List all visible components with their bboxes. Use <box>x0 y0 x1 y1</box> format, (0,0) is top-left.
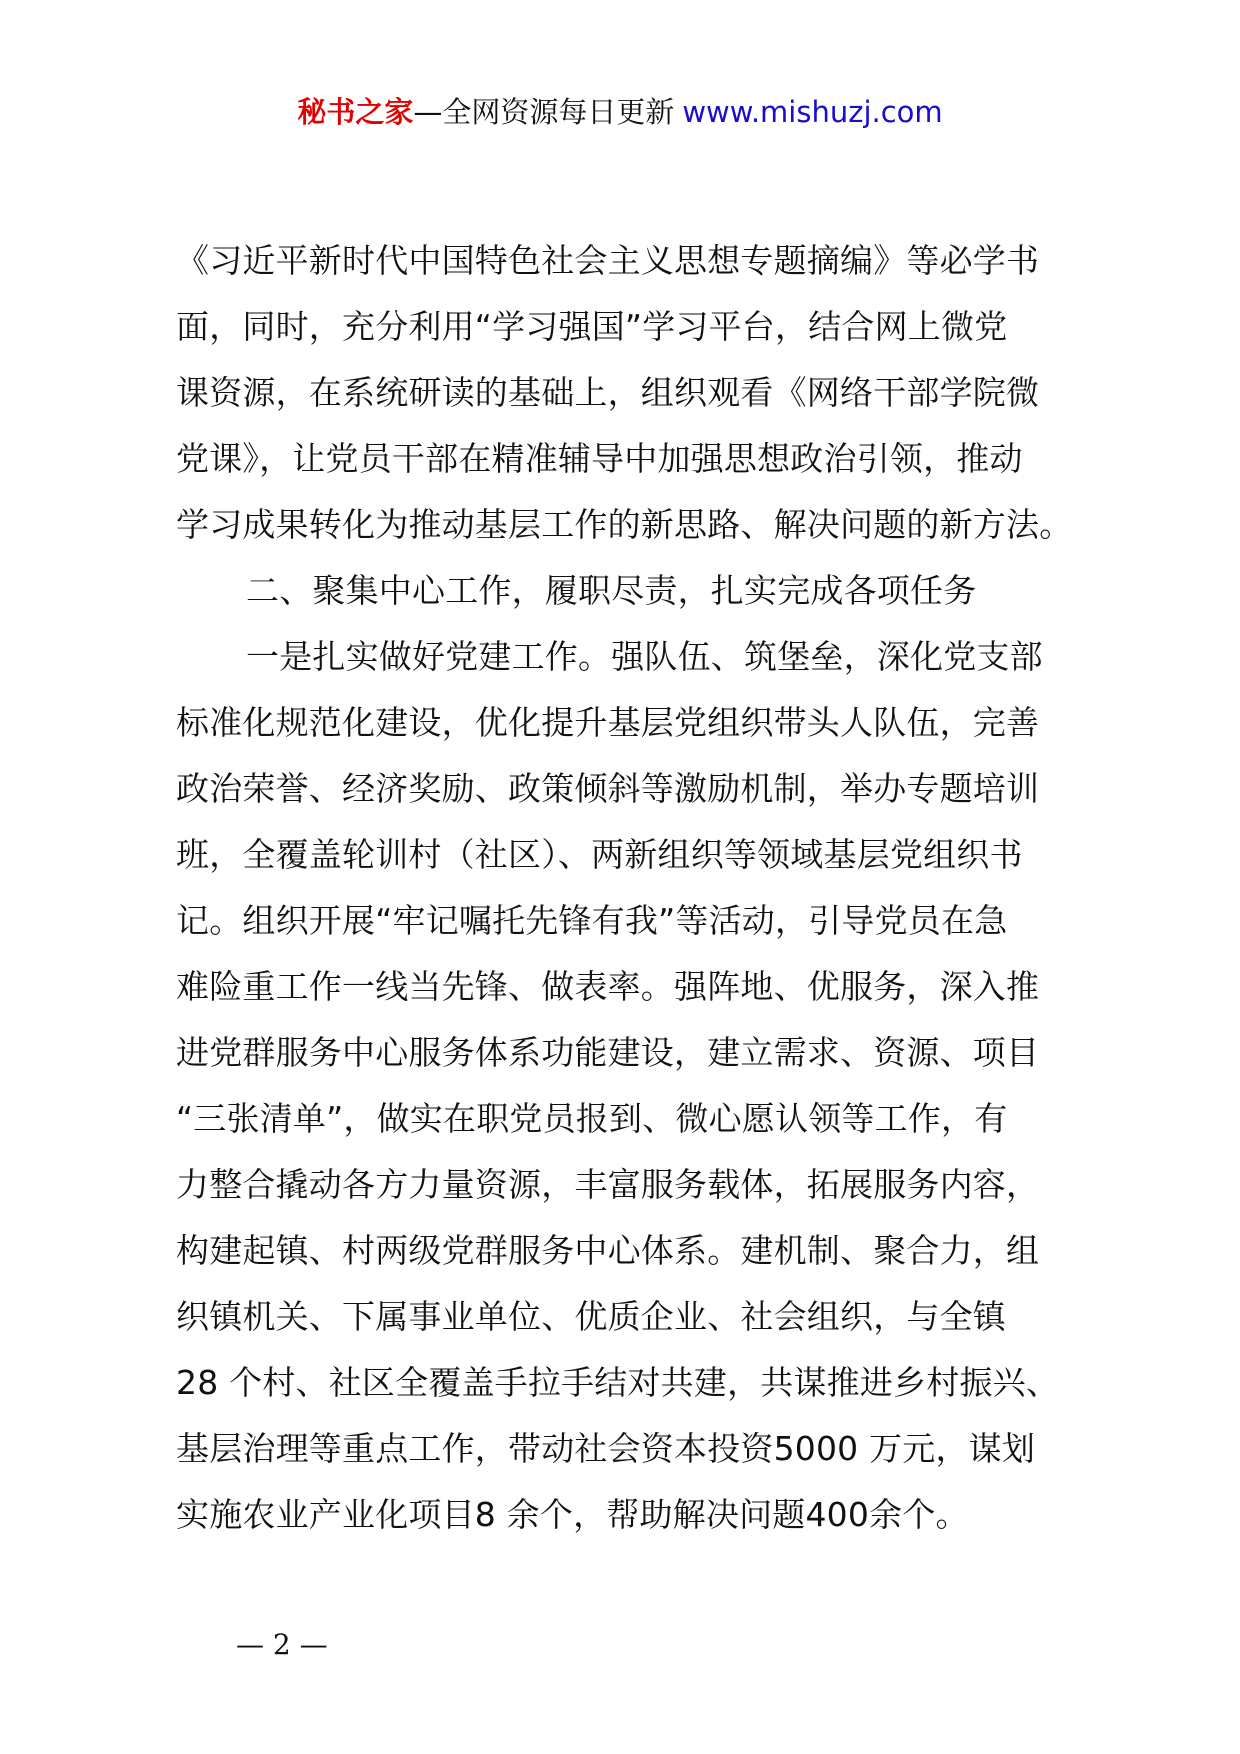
document-body <box>176 228 1081 1548</box>
body-line: 实施农业产业化项目8 余个，帮助解决问题400余个。 <box>176 1495 969 1534</box>
body-line: 课资源，在系统研读的基础上，组织观看《网络干部学院微 <box>176 373 1040 412</box>
body-line: 力整合撬动各方力量资源，丰富服务载体，拓展服务内容， <box>176 1165 1040 1204</box>
body-line: 政治荣誉、经济奖励、政策倾斜等激励机制，举办专题培训 <box>176 769 1040 808</box>
body-line: 标准化规范化建设，优化提升基层党组织带头人队伍，完善 <box>176 703 1040 742</box>
body-line: 构建起镇、村两级党群服务中心体系。建机制、聚合力，组 <box>176 1231 1040 1270</box>
body-line: 织镇机关、下属事业单位、优质企业、社会组织，与全镇 <box>176 1297 1006 1336</box>
body-line: 进党群服务中心服务体系功能建设，建立需求、资源、项目 <box>176 1033 1040 1072</box>
body-line: 基层治理等重点工作，带动社会资本投资5000 万元，谋划 <box>176 1429 1036 1468</box>
body-line: 《习近平新时代中国特色社会主义思想专题摘编》等必学书 <box>176 241 1040 280</box>
body-line: 学习成果转化为推动基层工作的新思路、解决问题的新方法。 <box>176 505 1073 544</box>
body-line: 党课》，让党员干部在精准辅导中加强思想政治引领，推动 <box>176 439 1023 478</box>
site-brand: 秘书之家 <box>297 95 414 129</box>
body-line: 班，全覆盖轮训村（社区）、两新组织等领域基层党组织书 <box>176 835 1023 874</box>
site-url-link[interactable]: www.mishuzj.com <box>682 95 943 129</box>
page-number: — 2 — <box>236 1628 328 1661</box>
body-line: 面，同时，充分利用“学习强国”学习平台，结合网上微党 <box>176 307 1008 346</box>
site-slogan: —全网资源每日更新 <box>413 95 675 129</box>
body-line: “三张清单”，做实在职党员报到、微心愿认领等工作，有 <box>176 1099 1008 1138</box>
paragraph-first-line: 一是扎实做好党建工作。强队伍、筑堡垒，深化党支部 <box>246 637 1043 676</box>
site-header <box>0 92 1240 132</box>
section-heading: 二、聚集中心工作，履职尽责，扎实完成各项任务 <box>246 571 977 610</box>
body-line: 记。组织开展“牢记嘱托先锋有我”等活动，引导党员在急 <box>176 901 1008 940</box>
body-line: 28 个村、社区全覆盖手拉手结对共建，共谋推进乡村振兴、 <box>176 1363 1060 1402</box>
body-line: 难险重工作一线当先锋、做表率。强阵地、优服务，深入推 <box>176 967 1040 1006</box>
